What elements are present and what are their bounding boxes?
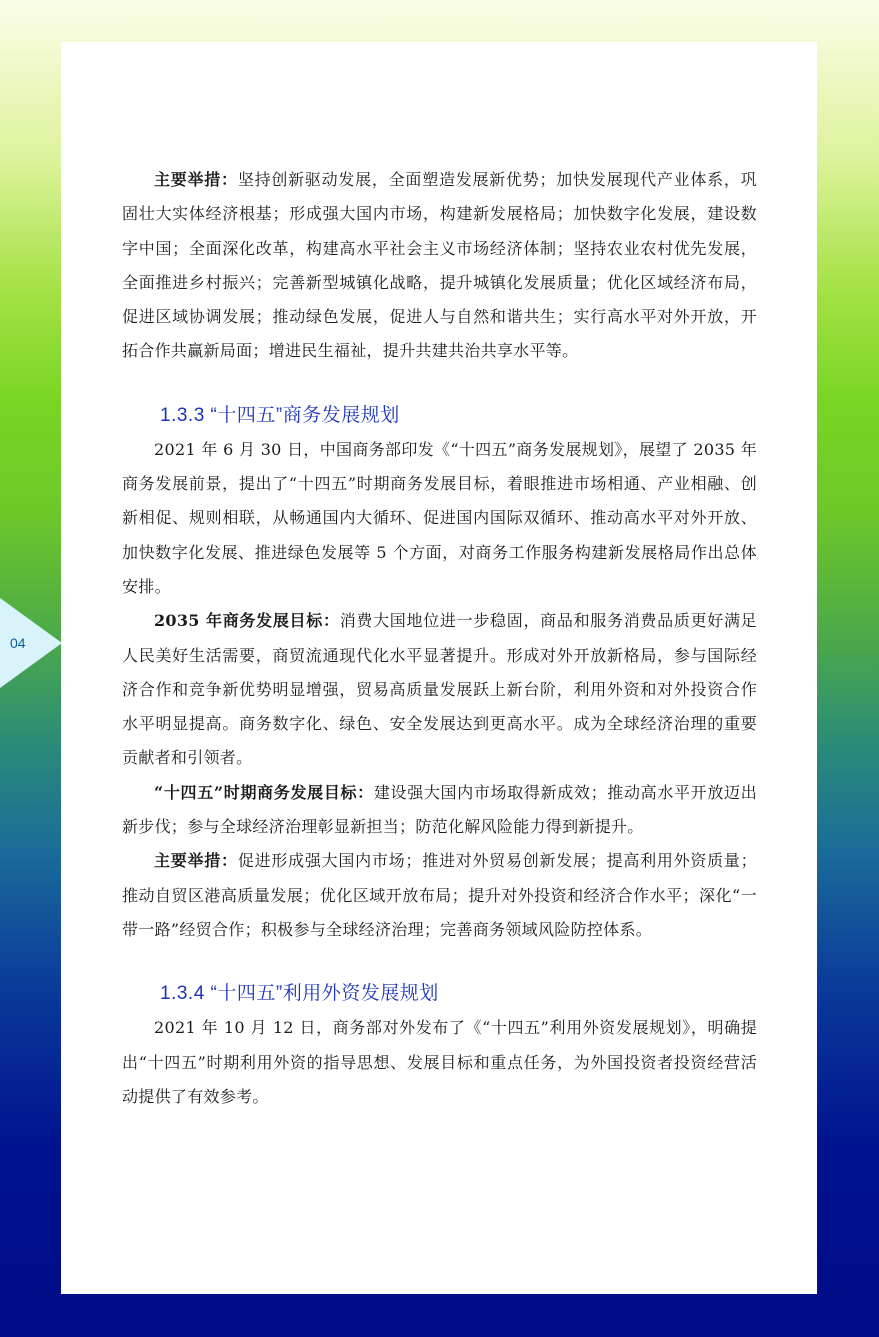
measures-text: 坚持创新驱动发展，全面塑造发展新优势；加快发展现代产业体系，巩固壮大实体经济根基；形成强大国内市场，构建新发展格局；加快数字化发展，建设数字中国；全面深化改革，构建高水平社会主义市场经济体制；坚持农业农村优先发展，全面推进乡村振兴；完善新型城镇化战略，提升城镇化发展质量；优化区域经济布局，促进区域协调发展；推动绿色发展，促进人与自然和谐共生；实行高水平对外开放，开拓合作共赢新局面；增进民生福祉，提升共建共治共享水平等。 bbox=[122, 170, 757, 361]
goal-145-lead: “十四五”时期商务发展目标： bbox=[154, 782, 374, 802]
document-body bbox=[122, 163, 757, 1114]
section-heading-1-3-3: 1.3.3 “十四五”商务发展规划 bbox=[160, 404, 400, 426]
page-number: 04 bbox=[10, 635, 26, 651]
goal-145-paragraph bbox=[122, 776, 757, 845]
goal-2035-paragraph bbox=[122, 604, 757, 775]
goal-145-text: 建设强大国内市场取得新成效；推动高水平开放迈出新步伐；参与全球经济治理彰显新担当；防范化解风险能力得到新提升。 bbox=[122, 782, 758, 837]
section-1-3-3-measures-lead: 主要举措： bbox=[154, 851, 238, 871]
measures-lead: 主要举措： bbox=[154, 170, 238, 189]
section-1-3-3-intro: 2021 年 6 月 30 日，中国商务部印发《“十四五”商务发展规划》，展望了 2035 年商务发展前景，提出了“十四五”时期商务发展目标，着眼推进市场相通、产业相融、创新相促、规则相联，从畅通国内大循环、促进国内国际双循环、推动高水平对外开放、加快数字化发展、推进绿色发展等 5 个方面，对商务工作服务构建新发展格局作出总体安排。 bbox=[122, 439, 757, 596]
measures-paragraph bbox=[122, 163, 757, 369]
section-heading-1-3-4: 1.3.4 “十四五”利用外资发展规划 bbox=[160, 983, 439, 1005]
section-1-3-3-measures-paragraph bbox=[122, 844, 757, 947]
goal-2035-lead: 2035 年商务发展目标： bbox=[154, 611, 340, 631]
goal-2035-text: 消费大国地位进一步稳固，商品和服务消费品质更好满足人民美好生活需要，商贸流通现代化水平显著提升。形成对外开放新格局，参与国际经济合作和竞争新优势明显增强，贸易高质量发展跃上新台阶，利用外资和对外投资合作水平明显提高。商务数字化、绿色、安全发展达到更高水平。成为全球经济治理的重要贡献者和引领者。 bbox=[122, 611, 757, 768]
section-1-3-4-intro: 2021 年 10 月 12 日，商务部对外发布了《“十四五”利用外资发展规划》，明确提出“十四五”时期利用外资的指导思想、发展目标和重点任务，为外国投资者投资经营活动提供了有效参考。 bbox=[122, 1018, 757, 1106]
section-1-3-3-measures-text: 促进形成强大国内市场；推进对外贸易创新发展；提高利用外资质量；推动自贸区港高质量发展；优化区域开放布局；提升对外投资和经济合作水平；深化“一带一路”经贸合作；积极参与全球经济治理；完善商务领域风险防控体系。 bbox=[122, 851, 757, 939]
